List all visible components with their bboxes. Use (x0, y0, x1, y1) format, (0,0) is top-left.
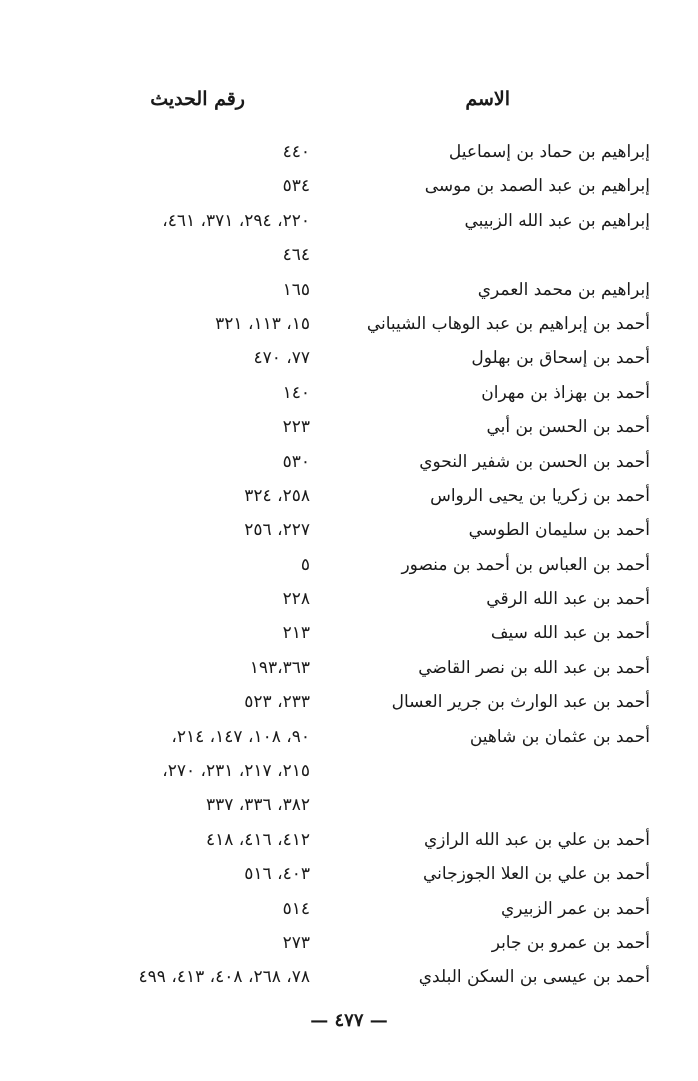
index-table (0, 138, 698, 998)
narrator-name: أحمد بن عبد الله سيف (490, 623, 650, 644)
narrator-name: أحمد بن عمرو بن جابر (491, 932, 650, 953)
hadith-numbers: ١٦٥ (282, 279, 310, 300)
narrator-name: أحمد بن الحسن بن شفير النحوي (419, 451, 650, 472)
hadith-numbers: ٢٣٣، ٥٢٣ (244, 692, 310, 713)
table-row (0, 654, 698, 688)
hadith-number-column-heading: رقم الحديث (150, 88, 245, 110)
table-row (0, 138, 698, 172)
hadith-numbers: ٥١٤ (282, 898, 310, 919)
hadith-numbers: ١٩٣،٣٦٣ (249, 657, 310, 678)
narrator-name: أحمد بن الحسن بن أبي (486, 417, 650, 438)
narrator-name: أحمد بن عمر الزبيري (500, 898, 650, 919)
narrator-name: أحمد بن عبد الوارث بن جرير العسال (391, 692, 650, 713)
hadith-numbers: ٥٣٤ (282, 176, 310, 197)
table-row (0, 723, 698, 757)
table-row (0, 379, 698, 413)
narrator-name: أحمد بن عبد الله بن نصر القاضي (418, 657, 650, 678)
table-row (0, 551, 698, 585)
table-row (0, 310, 698, 344)
table-row (0, 963, 698, 997)
table-row (0, 207, 698, 241)
hadith-numbers: ٢٢٠، ٢٩٤، ٣٧١، ٤٦١، (162, 210, 310, 231)
narrator-name: أحمد بن إبراهيم بن عبد الوهاب الشيباني (366, 313, 650, 334)
hadith-numbers: ٢٢٨ (282, 589, 310, 610)
table-row (0, 757, 698, 791)
narrator-name: أحمد بن إسحاق بن بهلول (471, 348, 650, 369)
hadith-numbers: ١٥، ١١٣، ٣٢١ (215, 313, 310, 334)
table-row (0, 241, 698, 275)
narrator-name: أحمد بن عيسى بن السكن البلدي (418, 967, 650, 988)
narrator-name: أحمد بن سليمان الطوسي (468, 520, 650, 541)
hadith-numbers: ٤٠٣، ٥١٦ (244, 864, 310, 885)
table-row (0, 860, 698, 894)
hadith-numbers: ٣٨٢، ٣٣٦، ٣٣٧ (206, 795, 310, 816)
table-header (0, 88, 698, 118)
hadith-numbers: ٤١٢، ٤١٦، ٤١٨ (206, 829, 310, 850)
table-row (0, 688, 698, 722)
hadith-numbers: ٢١٣ (282, 623, 310, 644)
table-row (0, 619, 698, 653)
table-row (0, 482, 698, 516)
hadith-numbers: ٢٢٣ (282, 417, 310, 438)
table-row (0, 276, 698, 310)
table-row (0, 172, 698, 206)
narrator-name: أحمد بن زكريا بن يحيى الرواس (430, 485, 650, 506)
narrator-name: أحمد بن العباس بن أحمد بن منصور (401, 554, 650, 575)
table-row (0, 929, 698, 963)
hadith-numbers: ٥٣٠ (282, 451, 310, 472)
table-row (0, 344, 698, 378)
narrator-name: إبراهيم بن عبد الله الزبيبي (464, 210, 650, 231)
narrator-name: أحمد بن علي بن العلا الجوزجاني (423, 864, 650, 885)
hadith-numbers: ٧٧، ٤٧٠ (253, 348, 310, 369)
hadith-numbers: ٥ (300, 554, 310, 575)
narrator-name: أحمد بن عثمان بن شاهين (469, 726, 650, 747)
narrator-name: أحمد بن عبد الله الرقي (486, 589, 650, 610)
table-row (0, 413, 698, 447)
table-row (0, 448, 698, 482)
hadith-numbers: ٢٥٨، ٣٢٤ (244, 485, 310, 506)
hadith-numbers: ٢٢٧، ٢٥٦ (244, 520, 310, 541)
name-column-heading: الاسم (465, 88, 510, 110)
hadith-numbers: ٩٠، ١٠٨، ١٤٧، ٢١٤، (171, 726, 310, 747)
narrator-name: إبراهيم بن حماد بن إسماعيل (448, 142, 650, 162)
table-row (0, 516, 698, 550)
table-row (0, 826, 698, 860)
hadith-numbers: ٤٤٠ (282, 142, 310, 162)
hadith-numbers: ٢١٥، ٢١٧، ٢٣١، ٢٧٠، (162, 761, 310, 782)
table-row (0, 895, 698, 929)
hadith-numbers: ٧٨، ٢٦٨، ٤٠٨، ٤١٣، ٤٩٩ (138, 967, 310, 988)
narrator-name: إبراهيم بن محمد العمري (477, 279, 650, 300)
table-row (0, 585, 698, 619)
hadith-numbers: ٢٧٣ (282, 932, 310, 953)
hadith-numbers: ١٤٠ (282, 382, 310, 403)
narrator-name: أحمد بن علي بن عبد الله الرازي (423, 829, 650, 850)
narrator-name: أحمد بن بهزاذ بن مهران (481, 382, 650, 403)
table-row (0, 791, 698, 825)
page-number: — ٤٧٧ — (310, 1010, 388, 1031)
narrator-name: إبراهيم بن عبد الصمد بن موسى (424, 176, 650, 197)
hadith-numbers: ٤٦٤ (282, 245, 310, 266)
